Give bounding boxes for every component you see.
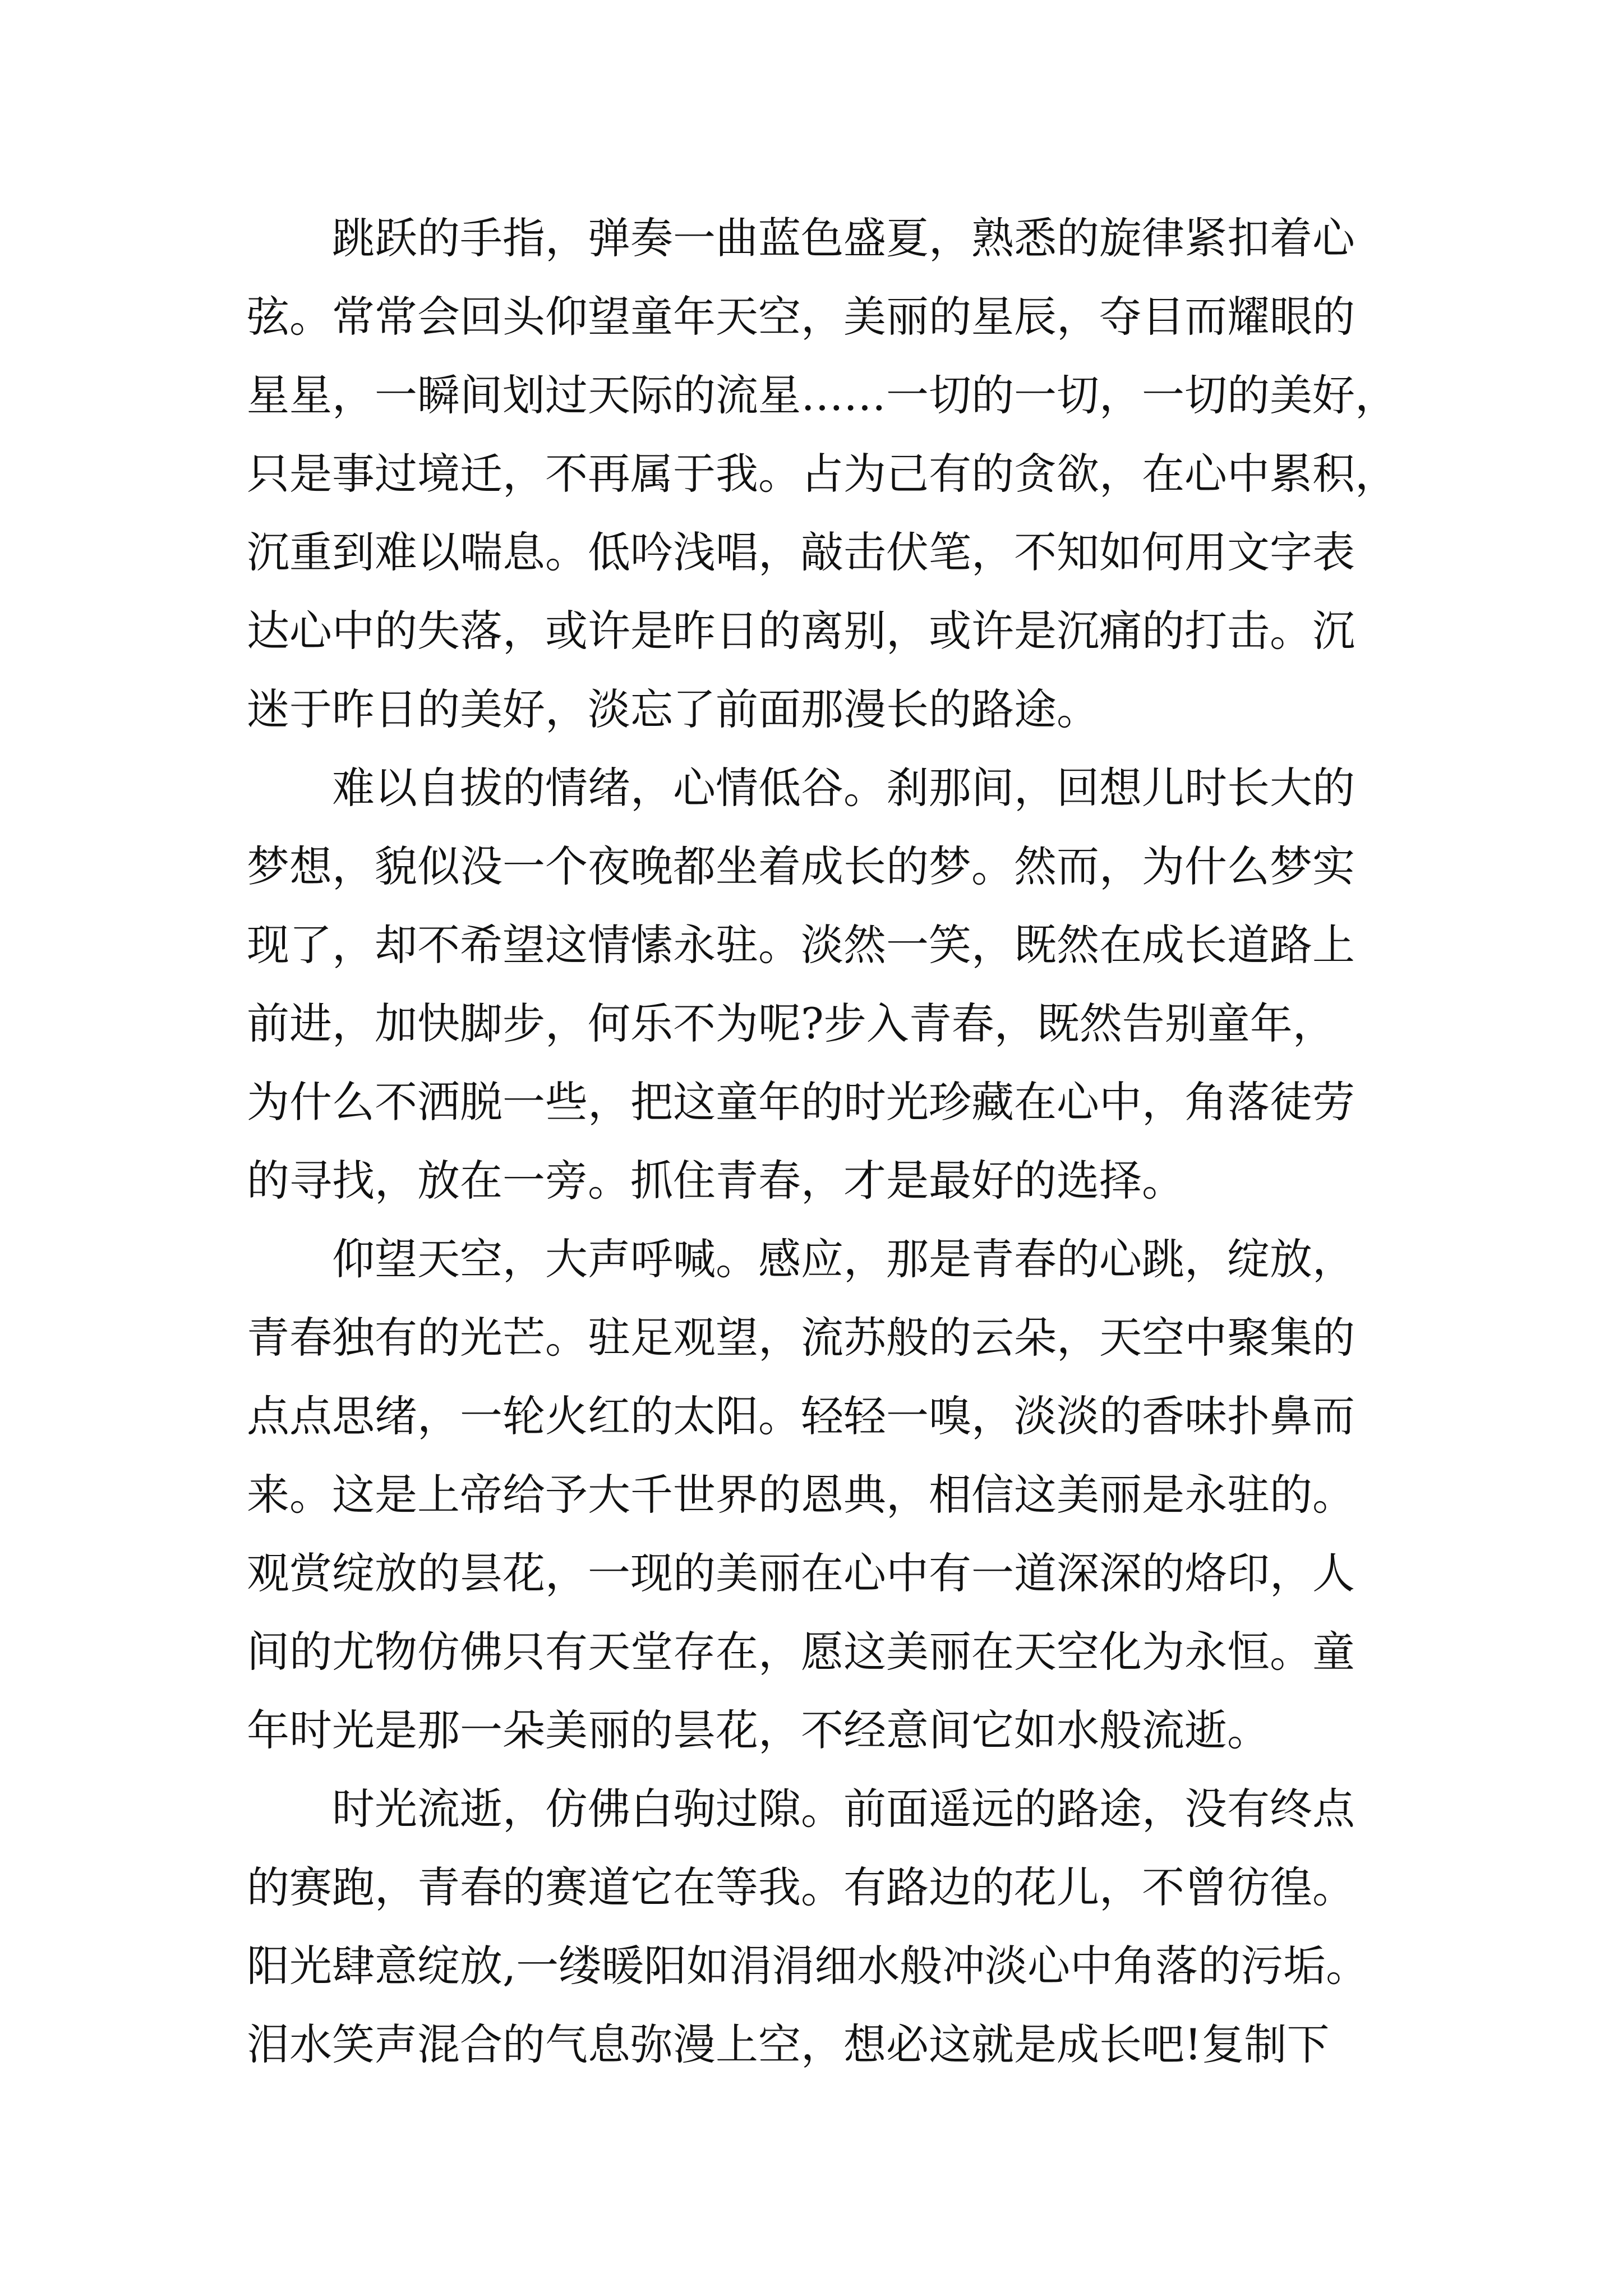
text-line: 仰望天空，大声呼喊。感应，那是青春的心跳，绽放， — [332, 1234, 1355, 1284]
text-line: 泪水笑声混合的气息弥漫上空，想必这就是成长吧!复制下 — [247, 2019, 1330, 2069]
text-line: 迷于昨日的美好，淡忘了前面那漫长的路途。 — [247, 684, 1099, 734]
text-line: 阳光肆意绽放,一缕暖阳如涓涓细水般冲淡心中角落的污垢。 — [247, 1941, 1369, 1991]
text-line: 只是事过境迁，不再属于我。占为己有的贪欲，在心中累积， — [247, 449, 1398, 499]
text-line: 的赛跑，青春的赛道它在等我。有路边的花儿，不曾彷徨。 — [247, 1862, 1355, 1912]
text-line: 时光流逝，仿佛白驹过隙。前面遥远的路途，没有终点 — [332, 1784, 1355, 1834]
text-line: 达心中的失落，或许是昨日的离别，或许是沉痛的打击。沉 — [247, 606, 1355, 656]
text-line: 沉重到难以喘息。低吟浅唱，敲击伏笔，不知如何用文字表 — [247, 527, 1355, 577]
text-line: 的寻找，放在一旁。抓住青春，才是最好的选择。 — [247, 1156, 1184, 1205]
text-line: 年时光是那一朵美丽的昙花，不经意间它如水般流逝。 — [247, 1705, 1270, 1755]
text-line: 点点思绪，一轮火红的太阳。轻轻一嗅，淡淡的香味扑鼻而 — [247, 1391, 1355, 1441]
text-line: 难以自拔的情绪，心情低谷。刹那间，回想儿时长大的 — [332, 763, 1355, 813]
text-line: 来。这是上帝给予大千世界的恩典，相信这美丽是永驻的。 — [247, 1470, 1355, 1520]
text-line: 现了，却不希望这情愫永驻。淡然一笑，既然在成长道路上 — [247, 920, 1355, 970]
text-line: 为什么不洒脱一些，把这童年的时光珍藏在心中，角落徒劳 — [247, 1077, 1355, 1127]
text-line: 弦。常常会回头仰望童年天空，美丽的星辰，夺目而耀眼的 — [247, 292, 1355, 342]
article-body — [247, 199, 1398, 2084]
text-line: 跳跃的手指，弹奏一曲蓝色盛夏，熟悉的旋律紧扣着心 — [332, 213, 1355, 263]
text-line: 间的尤物仿佛只有天堂存在，愿这美丽在天空化为永恒。童 — [247, 1627, 1355, 1677]
text-line: 梦想，貌似没一个夜晚都坐着成长的梦。然而，为什么梦实 — [247, 841, 1355, 891]
text-line: 观赏绽放的昙花，一现的美丽在心中有一道深深的烙印，人 — [247, 1548, 1355, 1598]
text-line: 青春独有的光芒。驻足观望，流苏般的云朵，天空中聚集的 — [247, 1313, 1355, 1363]
text-line: 星星，一瞬间划过天际的流星……一切的一切，一切的美好， — [247, 370, 1398, 420]
text-line: 前进，加快脚步，何乐不为呢?步入青春，既然告别童年， — [247, 999, 1335, 1048]
